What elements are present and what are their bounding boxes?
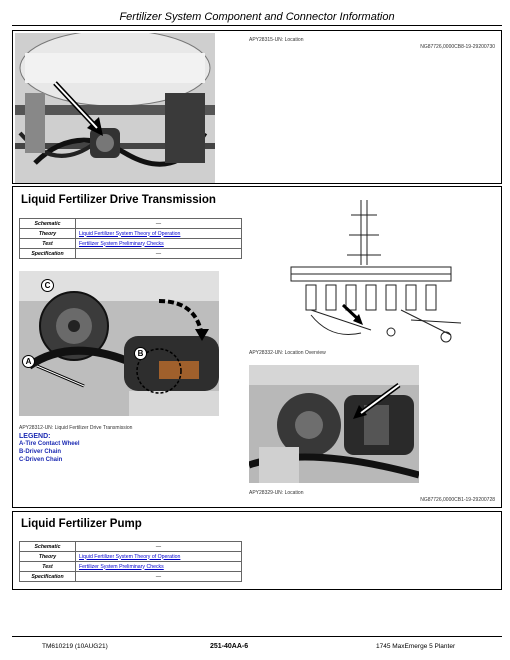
theory-link[interactable]: Liquid Fertilizer System Theory of Operation — [76, 229, 242, 239]
table-key: Schematic — [20, 219, 76, 229]
table-key: Specification — [20, 572, 76, 582]
top-location-frame — [12, 30, 502, 184]
table-row — [20, 229, 242, 239]
pump-section-title: Liquid Fertilizer Pump — [21, 518, 142, 530]
pump-frame — [12, 511, 502, 590]
callout-b: B — [134, 347, 147, 360]
drive-transmission-frame — [12, 186, 502, 508]
table-row — [20, 572, 242, 582]
theory-link[interactable]: Liquid Fertilizer System Theory of Operation — [76, 552, 242, 562]
table-key: Theory — [20, 552, 76, 562]
footer-rule — [12, 636, 502, 637]
drive-section-title: Liquid Fertilizer Drive Transmission — [21, 194, 216, 206]
table-value: — — [76, 219, 242, 229]
table-row — [20, 219, 242, 229]
legend-item: B-Driver Chain — [19, 449, 62, 455]
footer-model: 1745 MaxEmerge 5 Planter — [376, 643, 456, 650]
top-location-photo — [15, 33, 215, 183]
table-key: Schematic — [20, 542, 76, 552]
table-key: Theory — [20, 229, 76, 239]
pump-info-table — [19, 541, 242, 582]
table-row — [20, 542, 242, 552]
table-value: — — [76, 542, 242, 552]
drive-reference-number: NG87726,0000CB1-19-29200728 — [420, 497, 495, 503]
table-key: Test — [20, 239, 76, 249]
callout-c: C — [41, 279, 54, 292]
location-caption: APY28329-UN: Location — [249, 490, 304, 496]
table-row — [20, 239, 242, 249]
location-overview-drawing — [251, 195, 491, 347]
test-link[interactable]: Fertilizer System Preliminary Checks — [76, 562, 242, 572]
legend-item: C-Driven Chain — [19, 457, 63, 463]
page-header: Fertilizer System Component and Connector Information — [12, 10, 502, 26]
drive-transmission-photo — [19, 271, 219, 416]
table-value: — — [76, 249, 242, 259]
table-value: — — [76, 572, 242, 582]
footer-page-number: 251-40AA-6 — [210, 643, 249, 650]
top-reference-number: NG87726,0000CB8-19-29200730 — [420, 44, 495, 50]
drive-photo-caption: APY28312-UN: Liquid Fertilizer Drive Transmission — [19, 425, 133, 431]
drive-info-table — [19, 218, 242, 259]
location-photo — [249, 365, 419, 483]
test-link[interactable]: Fertilizer System Preliminary Checks — [76, 239, 242, 249]
legend-item: A-Tire Contact Wheel — [19, 441, 80, 447]
table-row — [20, 552, 242, 562]
table-row — [20, 249, 242, 259]
legend-title: LEGEND: — [19, 433, 51, 440]
overview-caption: APY28332-UN: Location Overview — [249, 350, 326, 356]
callout-a: A — [22, 355, 35, 368]
footer-manual-id: TM610219 (10AUG21) — [42, 643, 108, 650]
table-key: Specification — [20, 249, 76, 259]
table-row — [20, 562, 242, 572]
table-key: Test — [20, 562, 76, 572]
top-photo-caption: APY28315-UN: Location — [249, 37, 304, 43]
